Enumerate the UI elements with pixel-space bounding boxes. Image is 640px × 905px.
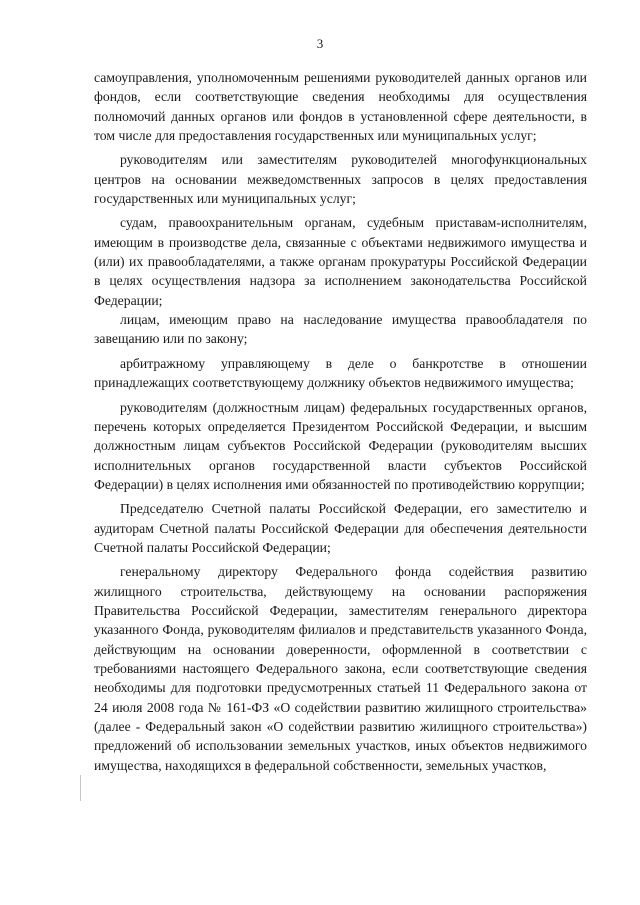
paragraph-bankruptcy: арбитражному управляющему в деле о банкротстве в отношении принадлежащих соответствующему должнику объектов недвижимого имущества;: [94, 355, 587, 391]
document-body: [94, 68, 587, 775]
paragraph-heirs: лицам, имеющим право на наследование имущества правообладателя по завещанию или по закону;: [94, 312, 587, 347]
paragraph-audit-chamber: Председателю Счетной палаты Российской Федерации, его заместителю и аудиторам Счетной палаты Российской Федерации для обеспечения деятельности Счетной палаты Российской Федерации;: [94, 501, 587, 555]
paragraph-officials: руководителям (должностным лицам) федеральных государственных органов, перечень которых определяется Президентом Российской Федерации, и высшим должностным лицам субъектов Российской Федерации (руководителям высших исполнительных органов государственной власти субъектов Российской Федерации) в целях исполнения ими обязанностей по противодействию коррупции;: [94, 399, 587, 492]
page-number: 3: [316, 36, 324, 51]
paragraph-courts: судам, правоохранительным органам, судебным приставам-исполнителям, имеющим в производстве дела, связанные с объектами недвижимого имущества и (или) их правообладателями, а также органам прокуратуры Российской Федерации в целях осуществления надзора за исполнением законодательства Российской Федерации;: [94, 215, 587, 308]
paragraph-continuation: самоуправления, уполномоченным решениями руководителей данных органов или фондов, если соответствующие сведения необходимы для осуществления полномочий данных органов или фондов в установленной сфере деятельности, в том числе для предоставления государственных или муниципальных услуг;: [94, 70, 587, 144]
paragraph-housing-fund: генеральному директору Федерального фонда содействия развитию жилищного строительства, действующему на основании распоряжения Правительства Российской Федерации, заместителям генерального директора указанного Фонда, руководителям филиалов и представительств указанного Фонда, действующим на основании доверенности, оформленной в соответствии с требованиями настоящего Федерального закона, если соответствующие сведения необходимы для подготовки предусмотренных статьей 11 Федерального закона от 24 июля 2008 года № 161-ФЗ «О содействии развитию жилищного строительства» (далее - Федеральный закон «О содействии развитию жилищного строительства») предложений об использовании земельных участков, иных объектов недвижимого имущества, находящихся в федеральной собственности, земельных участков,: [94, 564, 587, 773]
scan-margin-mark: [80, 775, 81, 801]
paragraph-mfc: руководителям или заместителям руководителей многофункциональных центров на основании межведомственных запросов в целях предоставления государственных или муниципальных услуг;: [94, 152, 587, 207]
